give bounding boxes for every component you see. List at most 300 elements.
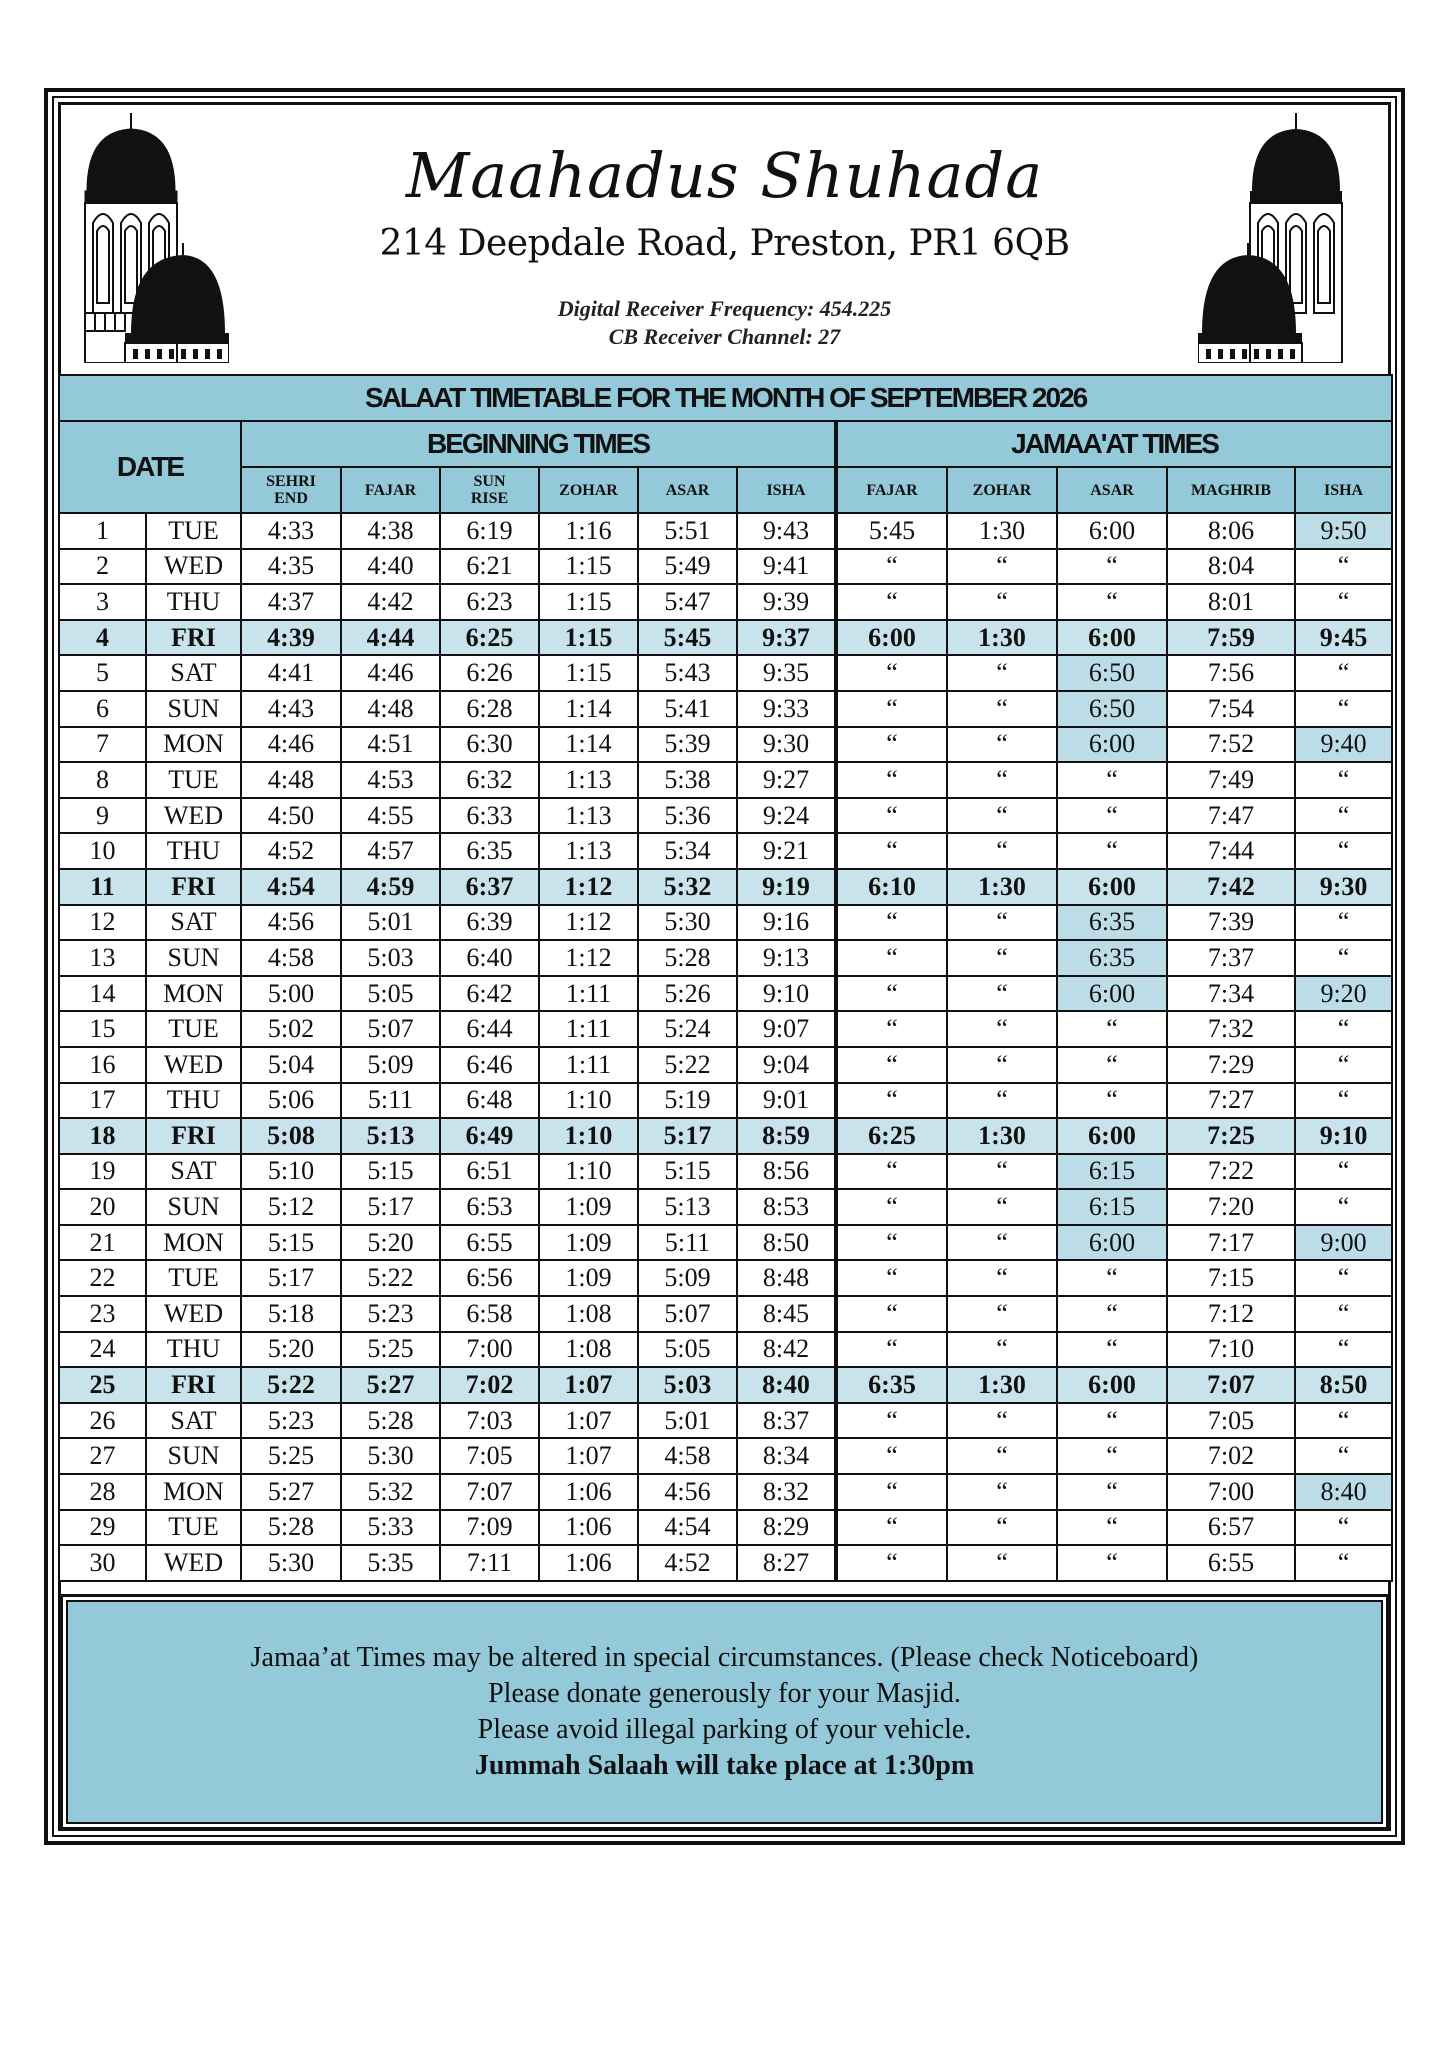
date-cell: 22 xyxy=(59,1260,146,1296)
beginning-time-cell: 5:03 xyxy=(341,940,440,976)
date-cell: 4 xyxy=(59,620,146,656)
jamaat-time-cell: 7:25 xyxy=(1167,1118,1295,1154)
jamaat-time-cell: “ xyxy=(1057,1403,1167,1439)
date-cell: 19 xyxy=(59,1154,146,1190)
beginning-time-cell: 1:10 xyxy=(539,1083,638,1119)
beginning-time-cell: 8:29 xyxy=(737,1510,836,1546)
day-cell: MON xyxy=(146,976,241,1012)
jamaat-time-cell: “ xyxy=(836,549,947,585)
date-cell: 3 xyxy=(59,584,146,620)
date-cell: 14 xyxy=(59,976,146,1012)
jamaat-time-cell: “ xyxy=(836,762,947,798)
jamaat-time-cell: 1:30 xyxy=(947,620,1057,656)
beginning-time-cell: 6:21 xyxy=(440,549,539,585)
beginning-time-cell: 6:19 xyxy=(440,513,539,549)
beginning-time-cell: 9:07 xyxy=(737,1011,836,1047)
jamaat-time-cell: 7:07 xyxy=(1167,1367,1295,1403)
jamaat-time-cell: 8:50 xyxy=(1295,1367,1392,1403)
beginning-time-cell: 1:16 xyxy=(539,513,638,549)
beginning-time-cell: 5:15 xyxy=(341,1154,440,1190)
beginning-time-cell: 7:02 xyxy=(440,1367,539,1403)
jamaat-time-cell: “ xyxy=(947,1474,1057,1510)
day-cell: SUN xyxy=(146,691,241,727)
jamaat-time-cell: 6:00 xyxy=(1057,1225,1167,1261)
beginning-time-cell: 4:58 xyxy=(241,940,341,976)
jamaat-time-cell: “ xyxy=(1295,1332,1392,1368)
jamaat-time-cell: “ xyxy=(1295,1545,1392,1581)
jamaat-time-cell: 6:15 xyxy=(1057,1189,1167,1225)
beginning-time-cell: 5:51 xyxy=(638,513,737,549)
jamaat-time-cell: “ xyxy=(1057,762,1167,798)
mosque-name: Maahadus Shuhada xyxy=(405,139,1044,212)
jamaat-time-cell: 7:56 xyxy=(1167,655,1295,691)
jamaat-time-cell: 5:45 xyxy=(836,513,947,549)
jamaat-time-cell: 9:50 xyxy=(1295,513,1392,549)
group-header-row xyxy=(59,421,1392,467)
jamaat-time-cell: “ xyxy=(1057,798,1167,834)
beginning-time-cell: 5:05 xyxy=(341,976,440,1012)
jamaat-time-cell: “ xyxy=(1295,1296,1392,1332)
jamaat-time-cell: 6:00 xyxy=(836,620,947,656)
jamaat-time-cell: “ xyxy=(947,1545,1057,1581)
jamaat-time-cell: “ xyxy=(836,1510,947,1546)
beginning-time-cell: 1:14 xyxy=(539,727,638,763)
jamaat-time-cell: “ xyxy=(947,1154,1057,1190)
beginning-time-cell: 1:13 xyxy=(539,833,638,869)
beginning-time-cell: 5:17 xyxy=(241,1260,341,1296)
day-cell: TUE xyxy=(146,1510,241,1546)
beginning-time-cell: 5:13 xyxy=(341,1118,440,1154)
beginning-time-cell: 1:15 xyxy=(539,549,638,585)
jamaat-time-cell: 7:17 xyxy=(1167,1225,1295,1261)
beginning-time-cell: 5:20 xyxy=(241,1332,341,1368)
jamaat-time-cell: “ xyxy=(1295,905,1392,941)
beginning-time-cell: 1:09 xyxy=(539,1260,638,1296)
beginning-time-cell: 5:08 xyxy=(241,1118,341,1154)
jamaat-time-cell: 6:15 xyxy=(1057,1154,1167,1190)
beginning-time-cell: 5:24 xyxy=(638,1011,737,1047)
jamaat-time-cell: 7:32 xyxy=(1167,1011,1295,1047)
date-cell: 25 xyxy=(59,1367,146,1403)
table-row xyxy=(59,869,1392,905)
beginning-time-cell: 5:07 xyxy=(638,1296,737,1332)
jamaat-time-cell: “ xyxy=(947,727,1057,763)
day-cell: SUN xyxy=(146,1438,241,1474)
table-row xyxy=(59,1083,1392,1119)
beginning-time-cell: 4:46 xyxy=(241,727,341,763)
jamaat-time-cell: 6:50 xyxy=(1057,691,1167,727)
day-cell: THU xyxy=(146,833,241,869)
beginning-time-cell: 1:06 xyxy=(539,1510,638,1546)
jamaat-time-cell: “ xyxy=(1057,833,1167,869)
beginning-time-cell: 1:07 xyxy=(539,1403,638,1439)
beginning-time-cell: 8:42 xyxy=(737,1332,836,1368)
jamaat-time-cell: “ xyxy=(1057,1438,1167,1474)
date-cell: 24 xyxy=(59,1332,146,1368)
beginning-time-cell: 9:24 xyxy=(737,798,836,834)
jamaat-time-cell: “ xyxy=(836,1189,947,1225)
jamaat-time-cell: 1:30 xyxy=(947,1367,1057,1403)
beginning-time-cell: 4:44 xyxy=(341,620,440,656)
jamaat-time-cell: 6:00 xyxy=(1057,620,1167,656)
beginning-time-cell: 5:27 xyxy=(241,1474,341,1510)
month-title-row xyxy=(59,375,1392,421)
jamaat-time-cell: “ xyxy=(947,1189,1057,1225)
beginning-time-cell: 1:15 xyxy=(539,584,638,620)
jamaat-time-cell: 6:00 xyxy=(1057,513,1167,549)
day-cell: SUN xyxy=(146,940,241,976)
jamaat-time-cell: 7:20 xyxy=(1167,1189,1295,1225)
timetable-body xyxy=(59,513,1392,1581)
beginning-time-cell: 5:07 xyxy=(341,1011,440,1047)
jamaat-time-cell: 7:52 xyxy=(1167,727,1295,763)
beginning-time-cell: 8:27 xyxy=(737,1545,836,1581)
jummah-notice: Jummah Salaah will take place at 1:30pm xyxy=(474,1750,975,1781)
beginning-times-header: BEGINNING TIMES xyxy=(241,421,836,467)
table-row xyxy=(59,1438,1392,1474)
beginning-time-cell: 5:30 xyxy=(638,905,737,941)
jamaat-time-cell: 1:30 xyxy=(947,1118,1057,1154)
jamaat-time-cell: “ xyxy=(1295,655,1392,691)
day-cell: TUE xyxy=(146,513,241,549)
day-cell: SUN xyxy=(146,1189,241,1225)
jamaat-time-cell: “ xyxy=(836,1083,947,1119)
beginning-time-cell: 4:53 xyxy=(341,762,440,798)
jamaat-time-cell: 9:30 xyxy=(1295,869,1392,905)
beginning-time-cell: 4:52 xyxy=(241,833,341,869)
beginning-time-cell: 9:43 xyxy=(737,513,836,549)
jamaat-time-cell: 8:40 xyxy=(1295,1474,1392,1510)
beginning-time-cell: 7:00 xyxy=(440,1332,539,1368)
beginning-time-cell: 1:08 xyxy=(539,1296,638,1332)
jamaat-time-cell: 7:37 xyxy=(1167,940,1295,976)
jamaat-time-cell: 7:27 xyxy=(1167,1083,1295,1119)
beginning-time-cell: 4:39 xyxy=(241,620,341,656)
beginning-time-cell: 5:26 xyxy=(638,976,737,1012)
beginning-time-cell: 5:05 xyxy=(638,1332,737,1368)
table-row xyxy=(59,1260,1392,1296)
salaat-timetable xyxy=(58,374,1393,1582)
day-cell: WED xyxy=(146,549,241,585)
jamaat-time-cell: “ xyxy=(947,655,1057,691)
date-cell: 13 xyxy=(59,940,146,976)
col-sunrise: SUN RISE xyxy=(440,467,539,513)
beginning-time-cell: 1:13 xyxy=(539,762,638,798)
beginning-time-cell: 5:09 xyxy=(341,1047,440,1083)
jamaat-time-cell: “ xyxy=(836,1047,947,1083)
beginning-time-cell: 5:03 xyxy=(638,1367,737,1403)
beginning-time-cell: 1:15 xyxy=(539,655,638,691)
beginning-time-cell: 4:48 xyxy=(341,691,440,727)
date-cell: 18 xyxy=(59,1118,146,1154)
jamaat-time-cell: 8:04 xyxy=(1167,549,1295,585)
beginning-time-cell: 6:25 xyxy=(440,620,539,656)
jamaat-time-cell: 9:00 xyxy=(1295,1225,1392,1261)
beginning-time-cell: 5:30 xyxy=(241,1545,341,1581)
beginning-time-cell: 7:07 xyxy=(440,1474,539,1510)
beginning-time-cell: 5:32 xyxy=(638,869,737,905)
beginning-time-cell: 6:32 xyxy=(440,762,539,798)
beginning-time-cell: 5:19 xyxy=(638,1083,737,1119)
beginning-time-cell: 4:37 xyxy=(241,584,341,620)
jamaat-time-cell: “ xyxy=(947,976,1057,1012)
jamaat-time-cell: “ xyxy=(947,905,1057,941)
jamaat-time-cell: “ xyxy=(947,1332,1057,1368)
beginning-time-cell: 9:39 xyxy=(737,584,836,620)
col-isha-jamaat: ISHA xyxy=(1295,467,1392,513)
beginning-time-cell: 6:53 xyxy=(440,1189,539,1225)
col-fajar-begin: FAJAR xyxy=(341,467,440,513)
beginning-time-cell: 5:11 xyxy=(638,1225,737,1261)
beginning-time-cell: 4:52 xyxy=(638,1545,737,1581)
receiver-channel: CB Receiver Channel: 27 xyxy=(608,324,841,349)
beginning-time-cell: 9:30 xyxy=(737,727,836,763)
beginning-time-cell: 4:56 xyxy=(638,1474,737,1510)
jamaat-time-cell: “ xyxy=(1295,1403,1392,1439)
table-row xyxy=(59,833,1392,869)
beginning-time-cell: 6:49 xyxy=(440,1118,539,1154)
table-row xyxy=(59,549,1392,585)
jamaat-time-cell: 7:00 xyxy=(1167,1474,1295,1510)
jamaat-time-cell: 7:05 xyxy=(1167,1403,1295,1439)
beginning-time-cell: 9:33 xyxy=(737,691,836,727)
jamaat-time-cell: “ xyxy=(1057,1332,1167,1368)
jamaat-time-cell: “ xyxy=(836,1438,947,1474)
date-cell: 2 xyxy=(59,549,146,585)
beginning-time-cell: 1:06 xyxy=(539,1474,638,1510)
beginning-time-cell: 4:38 xyxy=(341,513,440,549)
beginning-time-cell: 5:27 xyxy=(341,1367,440,1403)
beginning-time-cell: 1:09 xyxy=(539,1225,638,1261)
jamaat-time-cell: 7:54 xyxy=(1167,691,1295,727)
beginning-time-cell: 5:32 xyxy=(341,1474,440,1510)
day-cell: SAT xyxy=(146,1154,241,1190)
beginning-time-cell: 4:42 xyxy=(341,584,440,620)
jamaat-time-cell: “ xyxy=(836,1474,947,1510)
day-cell: SAT xyxy=(146,905,241,941)
mosque-address: 214 Deepdale Road, Preston, PR1 6QB xyxy=(379,223,1070,264)
jamaat-time-cell: “ xyxy=(947,691,1057,727)
beginning-time-cell: 7:05 xyxy=(440,1438,539,1474)
beginning-time-cell: 5:45 xyxy=(638,620,737,656)
jamaat-time-cell: “ xyxy=(836,833,947,869)
beginning-time-cell: 5:28 xyxy=(638,940,737,976)
beginning-time-cell: 1:08 xyxy=(539,1332,638,1368)
mosque-dome-icon xyxy=(1198,113,1348,363)
day-cell: TUE xyxy=(146,762,241,798)
beginning-time-cell: 5:22 xyxy=(241,1367,341,1403)
jamaat-time-cell: 6:25 xyxy=(836,1118,947,1154)
beginning-time-cell: 5:20 xyxy=(341,1225,440,1261)
table-row xyxy=(59,1047,1392,1083)
beginning-time-cell: 5:23 xyxy=(241,1403,341,1439)
jamaat-time-cell: “ xyxy=(836,905,947,941)
notice-line: Please donate generously for your Masjid. xyxy=(488,1678,961,1709)
beginning-time-cell: 8:59 xyxy=(737,1118,836,1154)
col-asar-begin: ASAR xyxy=(638,467,737,513)
day-cell: MON xyxy=(146,727,241,763)
jamaat-time-cell: “ xyxy=(1057,549,1167,585)
table-row xyxy=(59,1189,1392,1225)
beginning-time-cell: 1:14 xyxy=(539,691,638,727)
beginning-time-cell: 6:30 xyxy=(440,727,539,763)
beginning-time-cell: 5:04 xyxy=(241,1047,341,1083)
month-title: SALAAT TIMETABLE FOR THE MONTH OF SEPTEMBER 2026 xyxy=(59,375,1392,421)
beginning-time-cell: 6:51 xyxy=(440,1154,539,1190)
table-row xyxy=(59,727,1392,763)
beginning-time-cell: 5:25 xyxy=(241,1438,341,1474)
beginning-time-cell: 9:13 xyxy=(737,940,836,976)
beginning-time-cell: 9:37 xyxy=(737,620,836,656)
jamaat-time-cell: “ xyxy=(836,1332,947,1368)
jamaat-time-cell: “ xyxy=(947,762,1057,798)
beginning-time-cell: 6:40 xyxy=(440,940,539,976)
table-row xyxy=(59,1011,1392,1047)
jamaat-time-cell: 6:00 xyxy=(1057,1118,1167,1154)
beginning-time-cell: 5:13 xyxy=(638,1189,737,1225)
jamaat-time-cell: “ xyxy=(836,655,947,691)
beginning-time-cell: 8:32 xyxy=(737,1474,836,1510)
jamaat-time-cell: “ xyxy=(1295,1047,1392,1083)
day-cell: WED xyxy=(146,1047,241,1083)
date-cell: 27 xyxy=(59,1438,146,1474)
jamaat-time-cell: 6:00 xyxy=(1057,976,1167,1012)
jamaat-time-cell: 7:02 xyxy=(1167,1438,1295,1474)
beginning-time-cell: 6:58 xyxy=(440,1296,539,1332)
beginning-time-cell: 6:56 xyxy=(440,1260,539,1296)
jamaat-time-cell: “ xyxy=(1057,1474,1167,1510)
jamaat-time-cell: 6:35 xyxy=(1057,905,1167,941)
jamaat-time-cell: “ xyxy=(947,1011,1057,1047)
day-cell: WED xyxy=(146,1545,241,1581)
beginning-time-cell: 6:33 xyxy=(440,798,539,834)
date-cell: 6 xyxy=(59,691,146,727)
day-cell: FRI xyxy=(146,1118,241,1154)
jamaat-time-cell: 8:01 xyxy=(1167,584,1295,620)
jamaat-time-cell: “ xyxy=(1295,549,1392,585)
jamaat-time-cell: 6:35 xyxy=(836,1367,947,1403)
jamaat-time-cell: “ xyxy=(1295,1189,1392,1225)
date-cell: 1 xyxy=(59,513,146,549)
date-cell: 28 xyxy=(59,1474,146,1510)
beginning-time-cell: 4:50 xyxy=(241,798,341,834)
jamaat-time-cell: 9:20 xyxy=(1295,976,1392,1012)
beginning-time-cell: 4:51 xyxy=(341,727,440,763)
jamaat-time-cell: 9:10 xyxy=(1295,1118,1392,1154)
col-fajar-jamaat: FAJAR xyxy=(836,467,947,513)
jamaat-time-cell: 7:12 xyxy=(1167,1296,1295,1332)
column-header-row xyxy=(59,467,1392,513)
beginning-time-cell: 5:38 xyxy=(638,762,737,798)
day-cell: FRI xyxy=(146,869,241,905)
beginning-time-cell: 8:56 xyxy=(737,1154,836,1190)
jamaat-time-cell: 7:59 xyxy=(1167,620,1295,656)
jamaat-time-cell: “ xyxy=(1057,1047,1167,1083)
receiver-frequency: Digital Receiver Frequency: 454.225 xyxy=(557,296,892,321)
jamaat-time-cell: 8:06 xyxy=(1167,513,1295,549)
beginning-time-cell: 1:11 xyxy=(539,1011,638,1047)
jamaat-time-cell: 6:35 xyxy=(1057,940,1167,976)
date-cell: 17 xyxy=(59,1083,146,1119)
table-row xyxy=(59,1225,1392,1261)
beginning-time-cell: 6:39 xyxy=(440,905,539,941)
beginning-time-cell: 5:47 xyxy=(638,584,737,620)
beginning-time-cell: 4:58 xyxy=(638,1438,737,1474)
table-row xyxy=(59,584,1392,620)
beginning-time-cell: 4:43 xyxy=(241,691,341,727)
beginning-time-cell: 6:26 xyxy=(440,655,539,691)
beginning-time-cell: 5:15 xyxy=(638,1154,737,1190)
beginning-time-cell: 1:12 xyxy=(539,869,638,905)
date-cell: 11 xyxy=(59,869,146,905)
beginning-time-cell: 5:22 xyxy=(341,1260,440,1296)
day-cell: FRI xyxy=(146,620,241,656)
beginning-time-cell: 9:16 xyxy=(737,905,836,941)
jamaat-time-cell: “ xyxy=(836,1403,947,1439)
jamaat-times-header: JAMAA'AT TIMES xyxy=(836,421,1392,467)
beginning-time-cell: 6:55 xyxy=(440,1225,539,1261)
col-asar-jamaat: ASAR xyxy=(1057,467,1167,513)
jamaat-time-cell: “ xyxy=(1057,1260,1167,1296)
beginning-time-cell: 6:46 xyxy=(440,1047,539,1083)
day-cell: THU xyxy=(146,584,241,620)
beginning-time-cell: 8:45 xyxy=(737,1296,836,1332)
jamaat-time-cell: 6:00 xyxy=(1057,1367,1167,1403)
jamaat-time-cell: “ xyxy=(836,1225,947,1261)
beginning-time-cell: 5:23 xyxy=(341,1296,440,1332)
beginning-time-cell: 5:11 xyxy=(341,1083,440,1119)
beginning-time-cell: 6:37 xyxy=(440,869,539,905)
jamaat-time-cell: “ xyxy=(836,976,947,1012)
jamaat-time-cell: “ xyxy=(1295,584,1392,620)
beginning-time-cell: 7:03 xyxy=(440,1403,539,1439)
beginning-time-cell: 8:50 xyxy=(737,1225,836,1261)
jamaat-time-cell: “ xyxy=(1057,1510,1167,1546)
beginning-time-cell: 5:15 xyxy=(241,1225,341,1261)
date-cell: 7 xyxy=(59,727,146,763)
beginning-time-cell: 5:01 xyxy=(341,905,440,941)
beginning-time-cell: 9:19 xyxy=(737,869,836,905)
jamaat-time-cell: 6:57 xyxy=(1167,1510,1295,1546)
jamaat-time-cell: 7:44 xyxy=(1167,833,1295,869)
beginning-time-cell: 1:12 xyxy=(539,905,638,941)
jamaat-time-cell: 9:45 xyxy=(1295,620,1392,656)
col-sehri-end: SEHRI END xyxy=(241,467,341,513)
jamaat-time-cell: “ xyxy=(836,1154,947,1190)
table-row xyxy=(59,1545,1392,1581)
beginning-time-cell: 8:53 xyxy=(737,1189,836,1225)
jamaat-time-cell: “ xyxy=(1295,691,1392,727)
jamaat-time-cell: 7:15 xyxy=(1167,1260,1295,1296)
beginning-time-cell: 5:39 xyxy=(638,727,737,763)
jamaat-time-cell: “ xyxy=(1057,584,1167,620)
beginning-time-cell: 6:23 xyxy=(440,584,539,620)
beginning-time-cell: 8:34 xyxy=(737,1438,836,1474)
beginning-time-cell: 1:06 xyxy=(539,1545,638,1581)
table-row xyxy=(59,1403,1392,1439)
beginning-time-cell: 5:43 xyxy=(638,655,737,691)
day-cell: THU xyxy=(146,1332,241,1368)
jamaat-time-cell: 7:49 xyxy=(1167,762,1295,798)
beginning-time-cell: 4:54 xyxy=(241,869,341,905)
jamaat-time-cell: “ xyxy=(947,1296,1057,1332)
beginning-time-cell: 4:40 xyxy=(341,549,440,585)
beginning-time-cell: 4:48 xyxy=(241,762,341,798)
jamaat-time-cell: 6:10 xyxy=(836,869,947,905)
jamaat-time-cell: “ xyxy=(1295,1510,1392,1546)
jamaat-time-cell: 1:30 xyxy=(947,869,1057,905)
table-row xyxy=(59,1154,1392,1190)
